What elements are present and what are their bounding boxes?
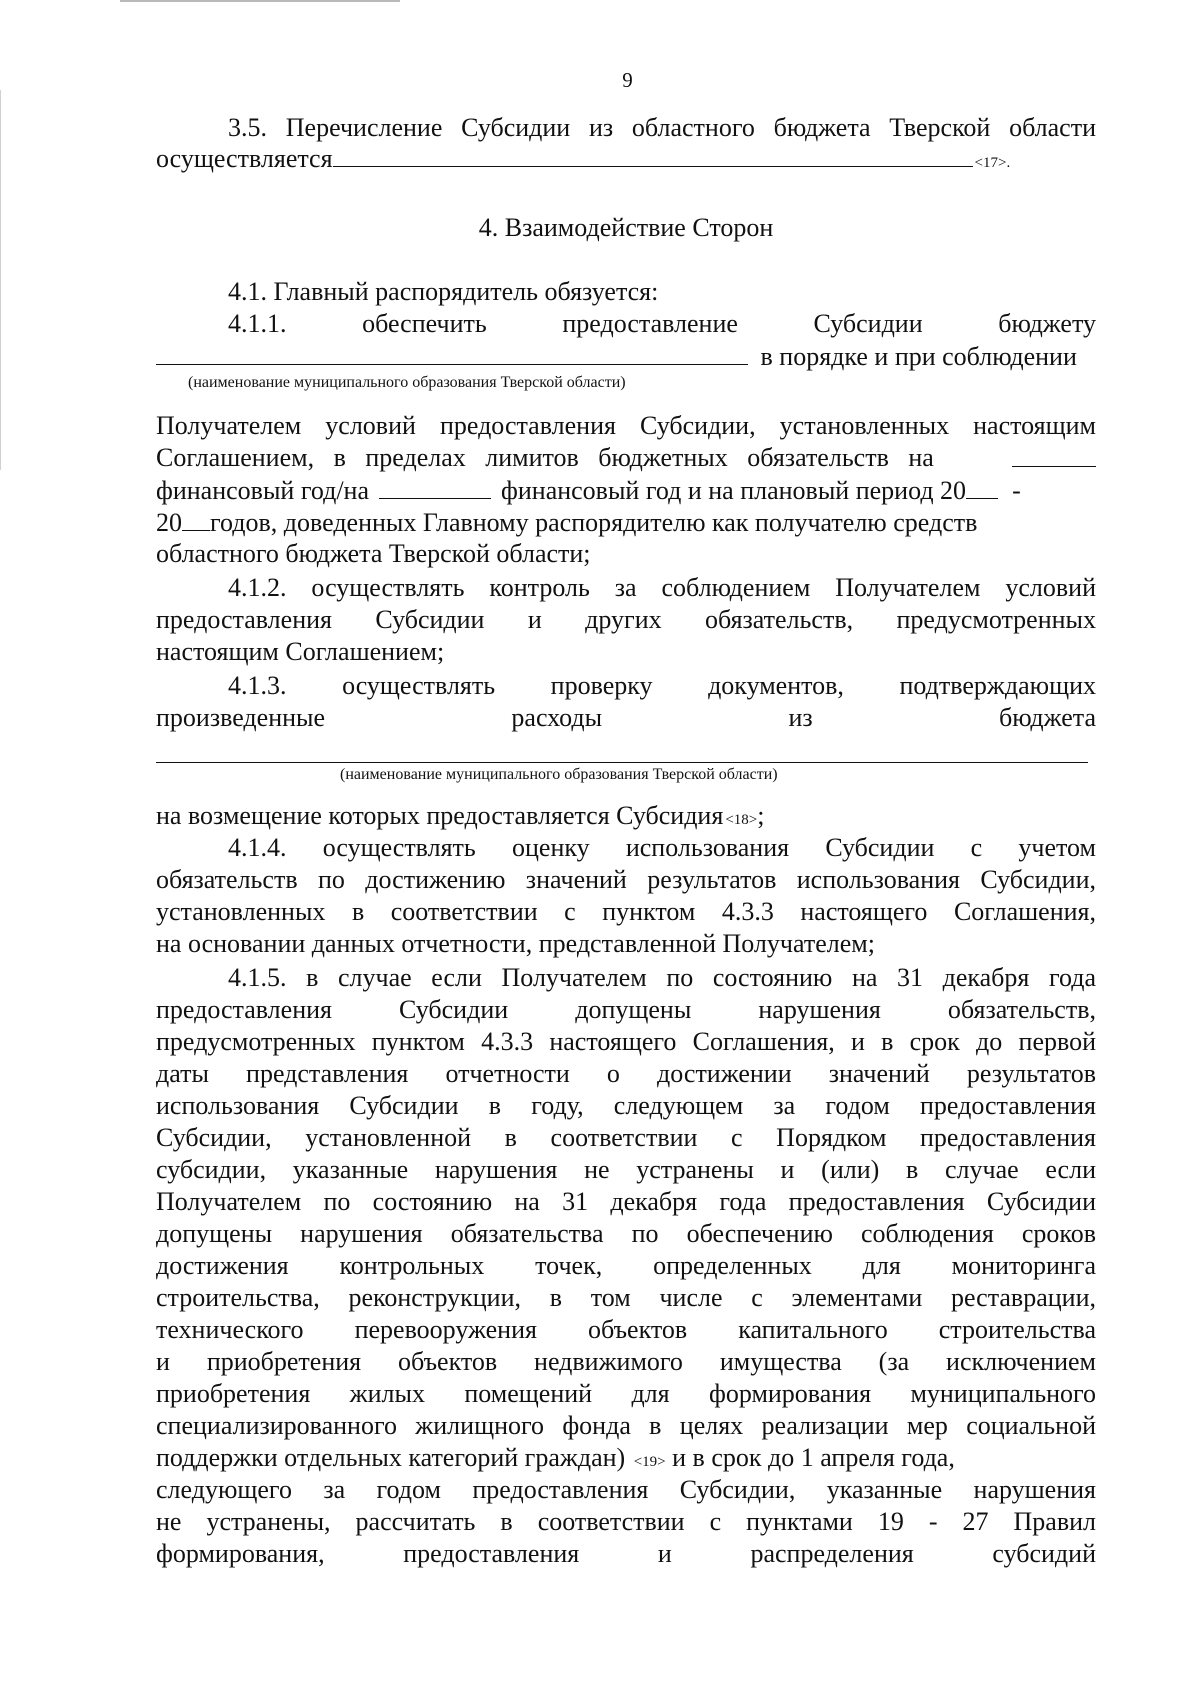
paragraph-text: и в срок до 1 апреля года, — [672, 1443, 955, 1472]
paragraph-text: - — [1012, 476, 1021, 505]
paragraph-3-5-line — [156, 142, 1096, 179]
paragraph-text: 20 — [156, 508, 182, 537]
paragraph-line: настоящим Соглашением; — [156, 637, 445, 666]
paragraph-word: формирования, — [156, 1539, 325, 1568]
paragraph-line: приобретения жилых помещений для формирования муниципального — [156, 1379, 1096, 1408]
justified-word-row — [156, 1538, 1096, 1570]
paragraph-text: Соглашением, в пределах лимитов бюджетных обязательств на — [156, 443, 934, 472]
paragraph-line: и приобретения объектов недвижимого имущества (за исключением — [156, 1347, 1096, 1376]
paragraph-text: осуществляется — [156, 144, 333, 173]
paragraph-text: ; — [757, 801, 765, 830]
paragraph-word: 4.1.1. — [228, 309, 287, 338]
paragraph-line: предусмотренных пунктом 4.3.3 настоящего Соглашения, и в срок до первой — [156, 1027, 1096, 1056]
paragraph-line: Получателем условий предоставления Субсидии, установленных настоящим — [156, 411, 1096, 440]
section-title: 4. Взаимодействие Сторон — [478, 213, 774, 242]
paragraph-line: использования Субсидии в году, следующем за годом предоставления — [156, 1091, 1096, 1120]
paragraph-line — [156, 1538, 1096, 1570]
paragraph-word: субсидий — [992, 1539, 1096, 1568]
paragraph-line: предоставления Субсидии и других обязательств, предусмотренных — [156, 605, 1096, 634]
scan-edge — [120, 0, 400, 2]
paragraph-word: из — [788, 703, 813, 732]
paragraph-line — [156, 1442, 1096, 1478]
paragraph-line — [156, 800, 1096, 836]
paragraph-text: на возмещение которых предоставляется Субсидия — [156, 801, 724, 830]
fill-in-blank — [1012, 442, 1096, 467]
paragraph-line: 4.1.5. в случае если Получателем по состоянию на 31 декабря года — [228, 963, 1096, 992]
fill-in-blank — [379, 474, 491, 499]
paragraph-line: специализированного жилищного фонда в целях реализации мер социальной — [156, 1411, 1096, 1440]
paragraph-3-5-line: 3.5. Перечисление Субсидии из областного бюджета Тверской области — [228, 113, 1096, 142]
paragraph-line: достижения контрольных точек, определенных для мониторинга — [156, 1251, 1096, 1280]
paragraph-text: в порядке и при соблюдении — [760, 342, 1077, 371]
paragraph-line: 4.1.4. осуществлять оценку использования Субсидии с учетом — [228, 833, 1096, 862]
footnote-ref: <18> — [725, 812, 758, 828]
paragraph-line: допущены нарушения обязательства по обеспечению соблюдения сроков — [156, 1219, 1096, 1248]
paragraph-4-1-1-line — [156, 308, 1096, 340]
paragraph-text: финансовый год/на — [156, 476, 370, 505]
paragraph-word: предоставления — [403, 1539, 580, 1568]
fill-in-blank — [333, 142, 973, 167]
paragraph-line — [156, 442, 1096, 474]
paragraph-line: установленных в соответствии с пунктом 4.3.3 настоящего Соглашения, — [156, 897, 1096, 926]
paragraph-text: поддержки отдельных категорий граждан) — [156, 1443, 626, 1472]
paragraph-line: строительства, реконструкции, в том числе с элементами реставрации, — [156, 1283, 1096, 1312]
paragraph-text: годов, доведенных Главному распорядителю как получателю средств — [210, 508, 978, 537]
paragraph-word: предоставление — [562, 309, 738, 338]
fill-in-blank — [182, 506, 210, 531]
field-caption: (наименование муниципального образования Тверской области) — [340, 766, 778, 783]
field-caption: (наименование муниципального образования Тверской области) — [188, 374, 626, 391]
paragraph-word: бюджета — [999, 703, 1096, 732]
paragraph-line: субсидии, указанные нарушения не устранены и (или) в случае если — [156, 1155, 1096, 1184]
paragraph-line: следующего за годом предоставления Субсидии, указанные нарушения — [156, 1475, 1096, 1504]
paragraph-word: распределения — [750, 1539, 914, 1568]
footnote-ref: <19> — [633, 1454, 666, 1470]
paragraph-line: 4.1.3. осуществлять проверку документов, подтверждающих — [228, 671, 1096, 700]
footnote-ref: <17>. — [974, 155, 1011, 171]
paragraph-word: Субсидии — [813, 309, 923, 338]
scan-edge — [0, 90, 1, 470]
paragraph-line — [156, 506, 1096, 539]
fill-in-blank — [156, 340, 748, 365]
paragraph-line: Получателем по состоянию на 31 декабря года предоставления Субсидии — [156, 1187, 1096, 1216]
paragraph-line: на основании данных отчетности, представленной Получателем; — [156, 929, 875, 958]
paragraph-word: обеспечить — [362, 309, 487, 338]
paragraph-word: бюджету — [998, 309, 1096, 338]
paragraph-line: предоставления Субсидии допущены нарушения обязательств, — [156, 995, 1096, 1024]
fill-in-blank — [156, 762, 1088, 763]
paragraph-line: даты представления отчетности о достижении значений результатов — [156, 1059, 1096, 1088]
paragraph-line: не устранены, рассчитать в соответствии с пунктами 19 - 27 Правил — [156, 1507, 1096, 1536]
paragraph-line — [156, 702, 1096, 734]
justified-word-row — [156, 308, 1096, 340]
paragraph-line — [156, 474, 1096, 507]
paragraph-line: Субсидии, установленной в соответствии с Порядком предоставления — [156, 1123, 1096, 1152]
paragraph-4-1-1-line — [156, 340, 1096, 373]
paragraph-line: 4.1.2. осуществлять контроль за соблюдением Получателем условий — [228, 573, 1096, 602]
fill-in-blank — [966, 474, 998, 499]
paragraph-word: расходы — [511, 703, 603, 732]
paragraph-line: областного бюджета Тверской области; — [156, 539, 591, 568]
paragraph-word: произведенные — [156, 703, 326, 732]
paragraph-heading: 4.1. Главный распорядитель обязуется: — [228, 277, 659, 306]
paragraph-line: обязательств по достижению значений результатов использования Субсидии, — [156, 865, 1096, 894]
paragraph-text: финансовый год и на плановый период 20 — [501, 476, 967, 505]
paragraph-word: и — [657, 1539, 672, 1568]
page-number: 9 — [622, 68, 633, 92]
justified-word-row — [156, 702, 1096, 734]
paragraph-line: технического перевооружения объектов капитального строительства — [156, 1315, 1096, 1344]
